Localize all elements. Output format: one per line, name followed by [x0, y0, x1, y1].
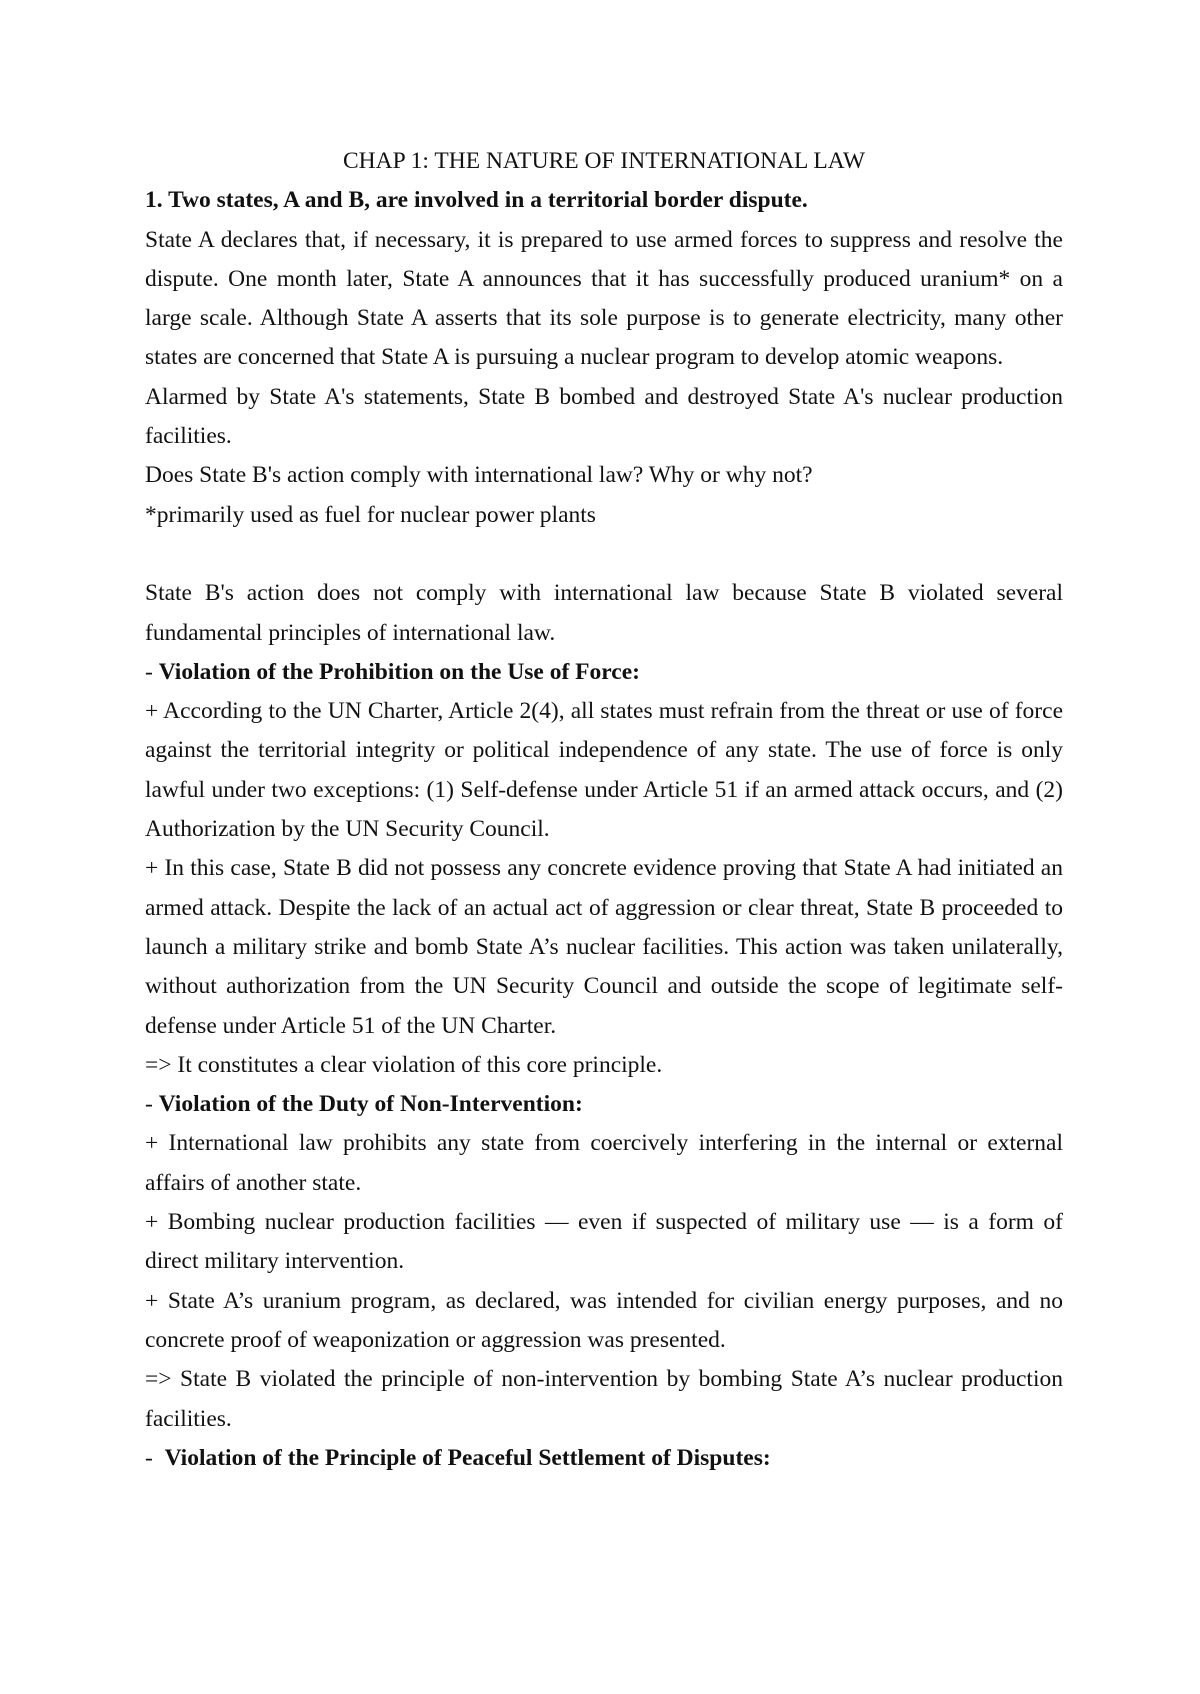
section-heading-peaceful-settlement [145, 1439, 1063, 1478]
question-body: State A declares that, if necessary, it is prepared to use armed forces to suppress and resolve the dispute. One month later, State A announces that it has successfully produced uranium* on a large scale. Although State A asserts that its sole purpose is to generate electricity, many other states are concerned that State A is pursuing a nuclear program to develop atomic weapons. [145, 226, 1063, 371]
section-heading-non-intervention [145, 1085, 1063, 1124]
spacer [145, 535, 1063, 574]
section-dash: - [145, 1091, 159, 1118]
answer-intro: State B's action does not comply with international law because State B violated several fundamental principles of international law. [145, 580, 1063, 646]
section-heading-use-of-force [145, 653, 1063, 692]
section2-point-3: + State A’s uranium program, as declared, was intended for civilian energy purposes, and no concrete proof of weaponization or aggression was presented. [145, 1287, 1063, 1353]
section2-point-1: + International law prohibits any state from coercively interfering in the internal or external affairs of another state. [145, 1130, 1063, 1196]
section2-conclusion: => State B violated the principle of non-intervention by bombing State A’s nuclear production facilities. [145, 1366, 1063, 1432]
section1-point-1: + According to the UN Charter, Article 2(4), all states must refrain from the threat or use of force against the territorial integrity or political independence of any state. The use of force is only lawful under two exceptions: (1) Self-defense under Article 51 if an armed attack occurs, and (2) Authorization by the UN Security Council. [145, 698, 1063, 843]
section-dash: - [145, 1444, 165, 1471]
section1-conclusion: => It constitutes a clear violation of this core principle. [145, 1051, 663, 1078]
document-page [145, 142, 1063, 1478]
page-title: CHAP 1: THE NATURE OF INTERNATIONAL LAW [342, 148, 866, 174]
question-ask: Does State B's action comply with international law? Why or why not? [145, 462, 813, 489]
section2-point-2: + Bombing nuclear production facilities — even if suspected of military use — is a form of direct military intervention. [145, 1209, 1063, 1275]
section1-point-2: + In this case, State B did not possess any concrete evidence proving that State A had initiated an armed attack. Despite the lack of an actual act of aggression or clear threat, State B proceeded to launch a military strike and bomb State A’s nuclear facilities. This action was taken unilaterally, without authorization from the UN Security Council and outside the scope of legitimate self-defense under Article 51 of the UN Charter. [145, 855, 1063, 1039]
question-heading [145, 181, 1063, 220]
section-heading-text: Violation of the Duty of Non-Intervention: [158, 1091, 583, 1118]
section-heading-text: Violation of the Principle of Peaceful Settlement of Disputes: [164, 1444, 771, 1471]
section-dash: - [145, 658, 159, 685]
section-heading-text: Violation of the Prohibition on the Use of Force: [158, 658, 640, 685]
question-footnote: *primarily used as fuel for nuclear power plants [145, 501, 596, 528]
question-heading-text: 1. Two states, A and B, are involved in a territorial border dispute. [145, 187, 808, 214]
question-body-2: Alarmed by State A's statements, State B bombed and destroyed State A's nuclear production facilities. [145, 383, 1063, 450]
